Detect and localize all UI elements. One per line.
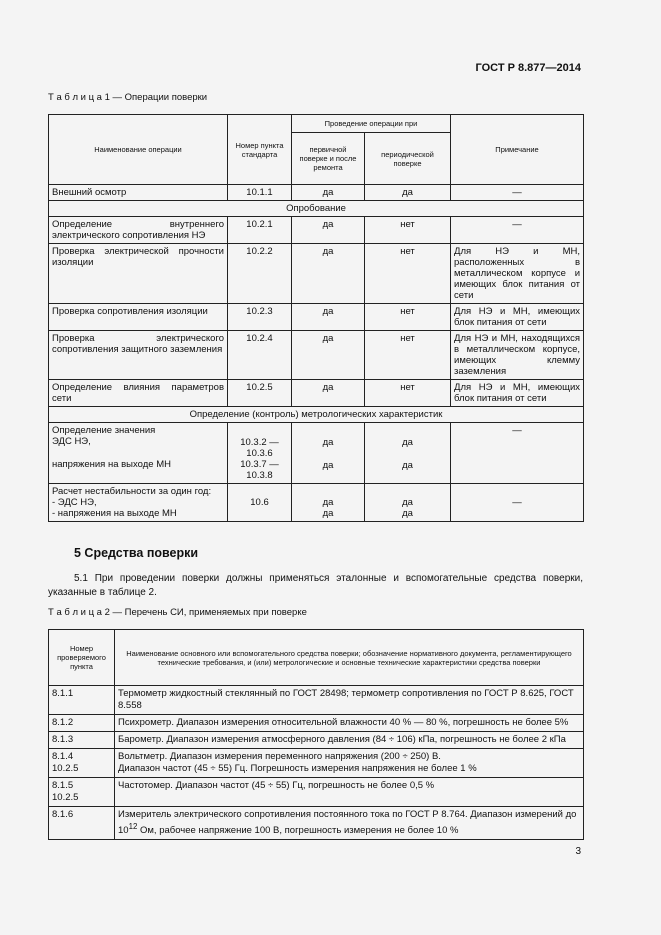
cell-name: Определение внутреннего электрического сопротивления НЭ (49, 217, 228, 244)
cell-note: Для НЭ и МН, имеющих блок питания от сети (451, 304, 584, 331)
cell-item-line: 10.3.7 — 10.3.8 (240, 459, 279, 481)
table-row (49, 423, 584, 484)
cell-item: 10.2.1 (228, 217, 292, 244)
table-row (49, 380, 584, 407)
cell-item-line: 10.3.2 — 10.3.6 (240, 437, 279, 459)
operations-table (48, 114, 584, 522)
col-header-note: Примечание (451, 115, 584, 185)
cell-primary-line: да (322, 497, 334, 508)
cell-item-line: 10.2.5 (52, 763, 79, 774)
cell-item: 10.1.1 (228, 185, 292, 201)
cell-item (49, 749, 115, 778)
table-row (49, 732, 584, 749)
col-header-item: Номер проверяемого пункта (49, 630, 115, 686)
page-number: 3 (575, 846, 581, 857)
cell-periodic (365, 423, 451, 484)
standard-code: ГОСТ Р 8.877—2014 (475, 62, 581, 74)
cell-item: 8.1.3 (49, 732, 115, 749)
cell-primary-line: да (322, 508, 334, 519)
cell-name (49, 423, 228, 484)
cell-name-line: - ЭДС НЭ, (52, 497, 97, 508)
cell-item-line: 10.2.5 (52, 792, 79, 803)
cell-desc-exponent: 12 (128, 822, 138, 831)
table-section-row (49, 201, 584, 217)
cell-item: 10.2.3 (228, 304, 292, 331)
cell-name-line: Определение значения (52, 425, 156, 436)
cell-note: — (451, 423, 584, 484)
section-label: Опробование (49, 201, 584, 217)
cell-note: Для НЭ и МН, расположенных в металлическом корпусе и имеющих блок питания от сети (451, 244, 584, 304)
cell-name-line: - напряжения на выходе МН (52, 508, 177, 519)
cell-name (49, 484, 228, 522)
cell-periodic-line: да (402, 460, 413, 471)
table-row (49, 778, 584, 807)
section-label: Определение (контроль) метрологических характеристик (49, 407, 584, 423)
cell-periodic-line: да (402, 497, 413, 508)
cell-desc-line: Диапазон частот (45 ÷ 55) Гц. Погрешность измерения напряжения не более 1 % (118, 763, 477, 774)
cell-desc: Барометр. Диапазон измерения атмосферного давления (84 ÷ 106) кПа, погрешность не более 2 кПа (115, 732, 584, 749)
table-row (49, 686, 584, 715)
section-paragraph: 5.1 При проведении поверки должны применяться эталонные и вспомогательные средства поверки, указанные в таблице 2. (48, 573, 583, 598)
cell-primary (292, 484, 365, 522)
cell-periodic: нет (365, 304, 451, 331)
cell-primary: да (292, 380, 365, 407)
col-header-periodic: периодической поверке (365, 133, 451, 185)
cell-primary: да (292, 244, 365, 304)
cell-desc (115, 749, 584, 778)
table-row (49, 484, 584, 522)
cell-name: Проверка электрической прочности изоляции (49, 244, 228, 304)
cell-name-line: Расчет нестабильности за один год: (52, 486, 212, 497)
cell-periodic: да (365, 185, 451, 201)
cell-desc-text: Ом, рабочее напряжение 100 В, погрешность измерения не более 10 % (137, 825, 459, 837)
table-row (49, 715, 584, 732)
table-row (49, 331, 584, 380)
cell-note: — (451, 484, 584, 522)
cell-item: 8.1.1 (49, 686, 115, 715)
cell-note: Для НЭ и МН, имеющих блок питания от сети (451, 380, 584, 407)
cell-name: Внешний осмотр (49, 185, 228, 201)
cell-item: 10.2.2 (228, 244, 292, 304)
col-header-name: Наименование операции (49, 115, 228, 185)
cell-primary: да (292, 331, 365, 380)
cell-periodic: нет (365, 217, 451, 244)
instruments-table (48, 629, 584, 840)
cell-item: 8.1.2 (49, 715, 115, 732)
cell-periodic-line: да (402, 437, 413, 448)
cell-desc: Термометр жидкостный стеклянный по ГОСТ 28498; термометр сопротивления по ГОСТ Р 8.625, ГОСТ 8.558 (115, 686, 584, 715)
cell-desc: Психрометр. Диапазон измерения относительной влажности 40 % — 80 %, погрешность не более 5% (115, 715, 584, 732)
cell-item: 8.1.6 (49, 807, 115, 840)
cell-note: — (451, 217, 584, 244)
cell-primary: да (292, 185, 365, 201)
cell-item-line: 8.1.5 (52, 780, 74, 791)
cell-name: Проверка электрического сопротивления защитного заземления (49, 331, 228, 380)
table-row (49, 244, 584, 304)
cell-primary: да (292, 217, 365, 244)
cell-item-line: 8.1.4 (52, 751, 74, 762)
cell-name-line: напряжения на выходе МН (52, 459, 171, 470)
table-row (49, 749, 584, 778)
table-row (49, 807, 584, 840)
cell-item: 10.2.4 (228, 331, 292, 380)
table-row (49, 217, 584, 244)
cell-periodic: нет (365, 331, 451, 380)
table2-caption: Т а б л и ц а 2 — Перечень СИ, применяемых при поверке (48, 607, 307, 618)
cell-item (49, 778, 115, 807)
cell-primary-line: да (322, 437, 334, 448)
cell-note: — (451, 185, 584, 201)
section-heading: 5 Средства поверки (74, 546, 199, 560)
cell-periodic: нет (365, 244, 451, 304)
cell-primary-line: да (322, 460, 334, 471)
col-header-group: Проведение операции при (292, 115, 451, 133)
col-header-item: Номер пункта стандарта (228, 115, 292, 185)
cell-name: Проверка сопротивления изоляции (49, 304, 228, 331)
cell-name-line: ЭДС НЭ, (52, 436, 91, 447)
cell-desc (115, 807, 584, 840)
cell-item: 10.6 (228, 484, 292, 522)
cell-primary: да (292, 304, 365, 331)
col-header-desc: Наименование основного или вспомогательного средства поверки; обозначение нормативного документа, регламентирующего технические требования, и (или) метрологические и основные технические характеристики средства поверки (115, 630, 584, 686)
col-header-primary: первичной поверке и после ремонта (292, 133, 365, 185)
cell-primary (292, 423, 365, 484)
table-row (49, 304, 584, 331)
table1-caption: Т а б л и ц а 1 — Операции поверки (48, 92, 208, 103)
cell-item: 10.2.5 (228, 380, 292, 407)
cell-desc-text: Измеритель электрического сопротивления постоянного тока по ГОСТ Р 8.764. Диапазон измерений до 10 (118, 809, 577, 837)
cell-note: Для НЭ и МН, находящихся в металлическом корпусе, имеющих клемму заземления (451, 331, 584, 380)
cell-periodic-line: да (402, 508, 413, 519)
cell-desc-line: Вольтметр. Диапазон измерения переменного напряжения (200 ÷ 250) В. (118, 751, 441, 762)
cell-periodic: нет (365, 380, 451, 407)
table-row (49, 185, 584, 201)
cell-item (228, 423, 292, 484)
cell-periodic (365, 484, 451, 522)
cell-desc: Частотомер. Диапазон частот (45 ÷ 55) Гц, погрешность не более 0,5 % (115, 778, 584, 807)
table-section-row (49, 407, 584, 423)
cell-name: Определение влияния параметров сети (49, 380, 228, 407)
